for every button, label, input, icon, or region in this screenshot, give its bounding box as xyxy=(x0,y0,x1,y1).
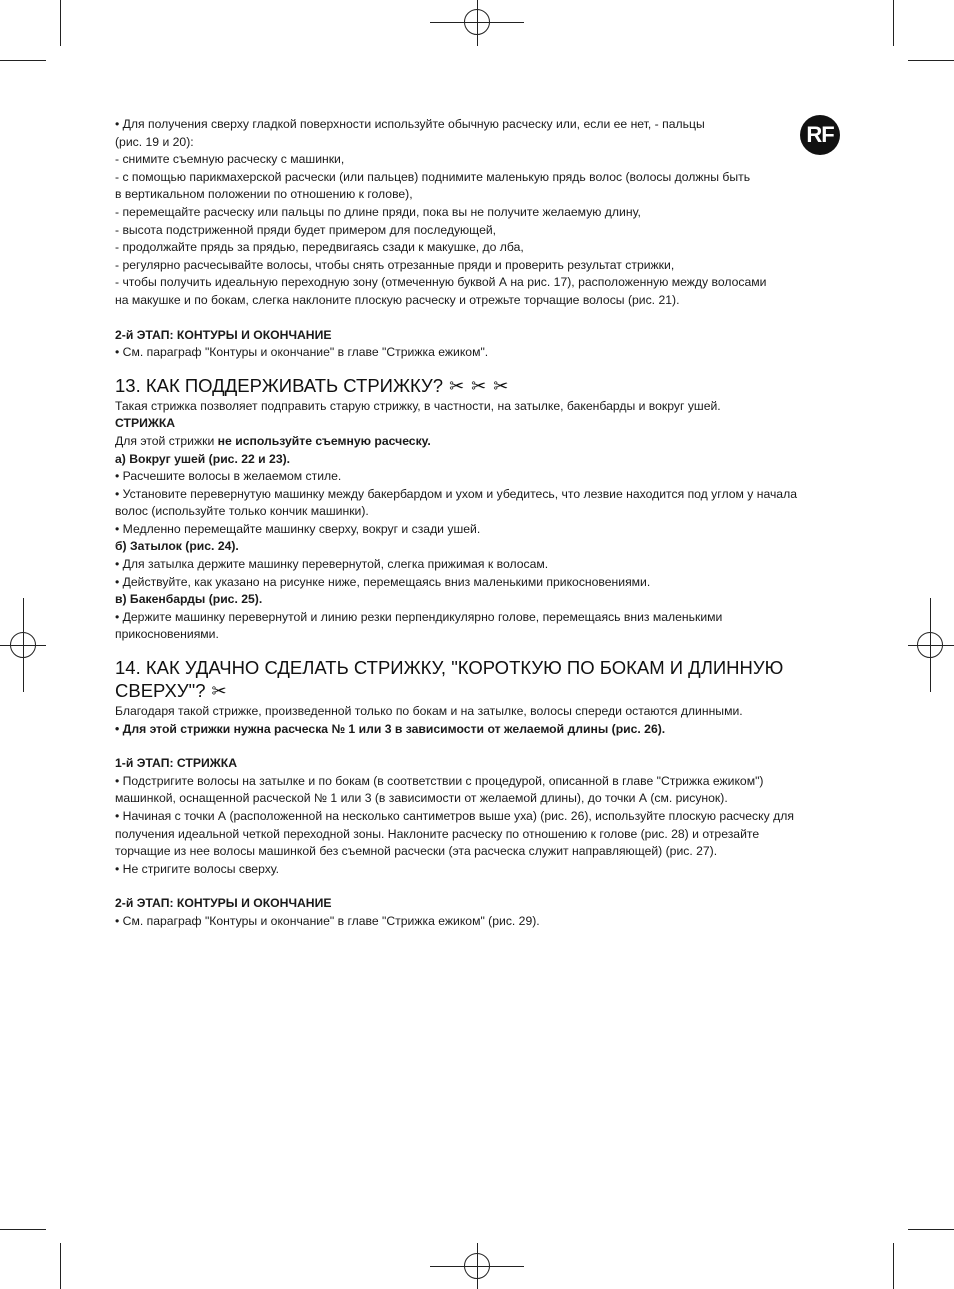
crop-mark-br-h xyxy=(908,1229,954,1230)
paragraph-line: - высота подстриженной пряди будет примером для последующей, xyxy=(115,222,497,237)
section-13-intro: Такая стрижка позволяет подправить старую стрижку, в частности, на затылке, бакенбарды и вокруг ушей. xyxy=(115,398,721,413)
scissors-icon: ✂ xyxy=(449,375,466,396)
paragraph-line: • Для получения сверху гладкой поверхности используйте обычную расческу или, если ее нет, - пальцы xyxy=(115,117,705,131)
paragraph-line: • Для затылка держите машинку перевернутой, слегка прижимая к волосам. xyxy=(115,557,549,572)
paragraph-line: • Держите машинку перевернутой и линию резки перпендикулярно голове, перемещаясь вниз маленькими xyxy=(115,609,723,624)
paragraph-line: прикосновениями. xyxy=(115,627,219,642)
scissors-icon: ✂ xyxy=(211,681,228,702)
part1-list xyxy=(115,116,835,310)
paragraph-line: волос (используйте только кончик машинки). xyxy=(115,504,369,519)
stage2-final-title: 2-й ЭТАП: КОНТУРЫ И ОКОНЧАНИЕ xyxy=(115,896,332,911)
crop-mark-bl-v xyxy=(60,1243,61,1289)
paragraph-line: • Установите перевернутую машинку между бакербардом и ухом и убедитесь, что лезвие находится под углом у начала xyxy=(115,486,797,501)
stage2-final-text: • См. параграф "Контуры и окончание" в главе "Стрижка ежиком" (рис. 29). xyxy=(115,913,540,928)
paragraph-line: - продолжайте прядь за прядью, передвигаясь сзади к макушке, до лба, xyxy=(115,240,524,255)
language-badge: RF xyxy=(800,115,840,155)
paragraph-line: • Расчешите волосы в желаемом стиле. xyxy=(115,469,342,484)
paragraph-line: • Начиная с точки А (расположенной на несколько сантиметров выше уха) (рис. 26), используйте плоскую расческу для xyxy=(115,809,794,823)
paragraph-line: - с помощью парикмахерской расчески (или пальцев) поднимите маленькую прядь волос (волосы должны быть xyxy=(115,169,751,184)
paragraph-line: на макушке и по бокам, слегка наклоните плоскую расческу и отрежьте торчащие волосы (рис. 21). xyxy=(115,292,680,307)
subsection-nape-title: б) Затылок (рис. 24). xyxy=(115,539,239,554)
paragraph-line: машинкой, оснащенной расческой № 1 или 3 (в зависимости от желаемой длины), до точки А (см. рисунок). xyxy=(115,791,728,806)
paragraph-line: - перемещайте расческу или пальцы по длине пряди, пока вы не получите желаемую длину, xyxy=(115,204,641,219)
crop-mark-tr-h xyxy=(908,60,954,61)
crop-mark-tr-v xyxy=(893,0,894,46)
subsection-ears-title: а) Вокруг ушей (рис. 22 и 23). xyxy=(115,451,291,466)
crop-mark-tl-v xyxy=(60,0,61,46)
reg-mark-bottom-circle xyxy=(464,1253,490,1279)
section-13-subtitle: СТРИЖКА xyxy=(115,416,176,431)
paragraph-line: торчащие из нее волосы машинкой без съемной расчески (эта расческа служит направляющей) (рис. 27). xyxy=(115,844,718,859)
paragraph-line: в вертикальном положении по отношению к голове), xyxy=(115,187,413,202)
stage1-title: 1-й ЭТАП: СТРИЖКА xyxy=(115,756,237,771)
section-14-heading-line1: 14. КАК УДАЧНО СДЕЛАТЬ СТРИЖКУ, "КОРОТКУЮ ПО БОКАМ И ДЛИННУЮ xyxy=(115,657,784,679)
reg-mark-top-circle xyxy=(464,9,490,35)
paragraph-line: - регулярно расчесывайте волосы, чтобы снять отрезанные пряди и проверить результат стрижки, xyxy=(115,257,675,272)
paragraph-line: получения идеальной четкой переходной зоны. Наклоните расческу по отношению к голове (рис. 28) и отрезайте xyxy=(115,826,760,841)
section-14-intro: Благодаря такой стрижке, произведенной только по бокам и на затылке, волосы спереди остаются длинными. xyxy=(115,704,743,719)
subsection-sideburns-title: в) Бакенбарды (рис. 25). xyxy=(115,592,263,607)
stage2-text: • См. параграф "Контуры и окончание" в главе "Стрижка ежиком". xyxy=(115,345,489,360)
section-13-note: Для этой стрижки не используйте съемную расческу. xyxy=(115,433,431,448)
paragraph-line: - чтобы получить идеальную переходную зону (отмеченную буквой А на рис. 17), расположенную между волосами xyxy=(115,275,767,290)
paragraph-line: • Подстригите волосы на затылке и по бокам (в соответствии с процедурой, описанной в главе "Стрижка ежиком") xyxy=(115,773,764,788)
paragraph-line: - снимите съемную расческу с машинки, xyxy=(115,152,345,167)
stage2-title: 2-й ЭТАП: КОНТУРЫ И ОКОНЧАНИЕ xyxy=(115,327,332,342)
section-14-heading-line2: СВЕРХУ"? ✂ xyxy=(115,680,228,702)
crop-mark-br-v xyxy=(893,1243,894,1289)
paragraph-line: • Не стригите волосы сверху. xyxy=(115,861,280,876)
scissors-icon: ✂ xyxy=(471,375,488,396)
crop-mark-bl-h xyxy=(0,1229,46,1230)
crop-mark-tl-h xyxy=(0,60,46,61)
paragraph-line: • Медленно перемещайте машинку сверху, вокруг и сзади ушей. xyxy=(115,521,481,536)
section-13-heading: 13. КАК ПОДДЕРЖИВАТЬ СТРИЖКУ? ✂ ✂ ✂ xyxy=(115,374,510,396)
paragraph-line: • Действуйте, как указано на рисунке ниже, перемещаясь вниз маленькими прикосновениями. xyxy=(115,574,651,589)
scissors-icon: ✂ xyxy=(493,375,510,396)
reg-mark-right-circle xyxy=(917,632,943,658)
reg-mark-left-circle xyxy=(10,632,36,658)
paragraph-line: (рис. 19 и 20): xyxy=(115,134,194,149)
section-14-note: • Для этой стрижки нужна расческа № 1 или 3 в зависимости от желаемой длины (рис. 26). xyxy=(115,721,666,736)
page-content xyxy=(115,116,835,931)
